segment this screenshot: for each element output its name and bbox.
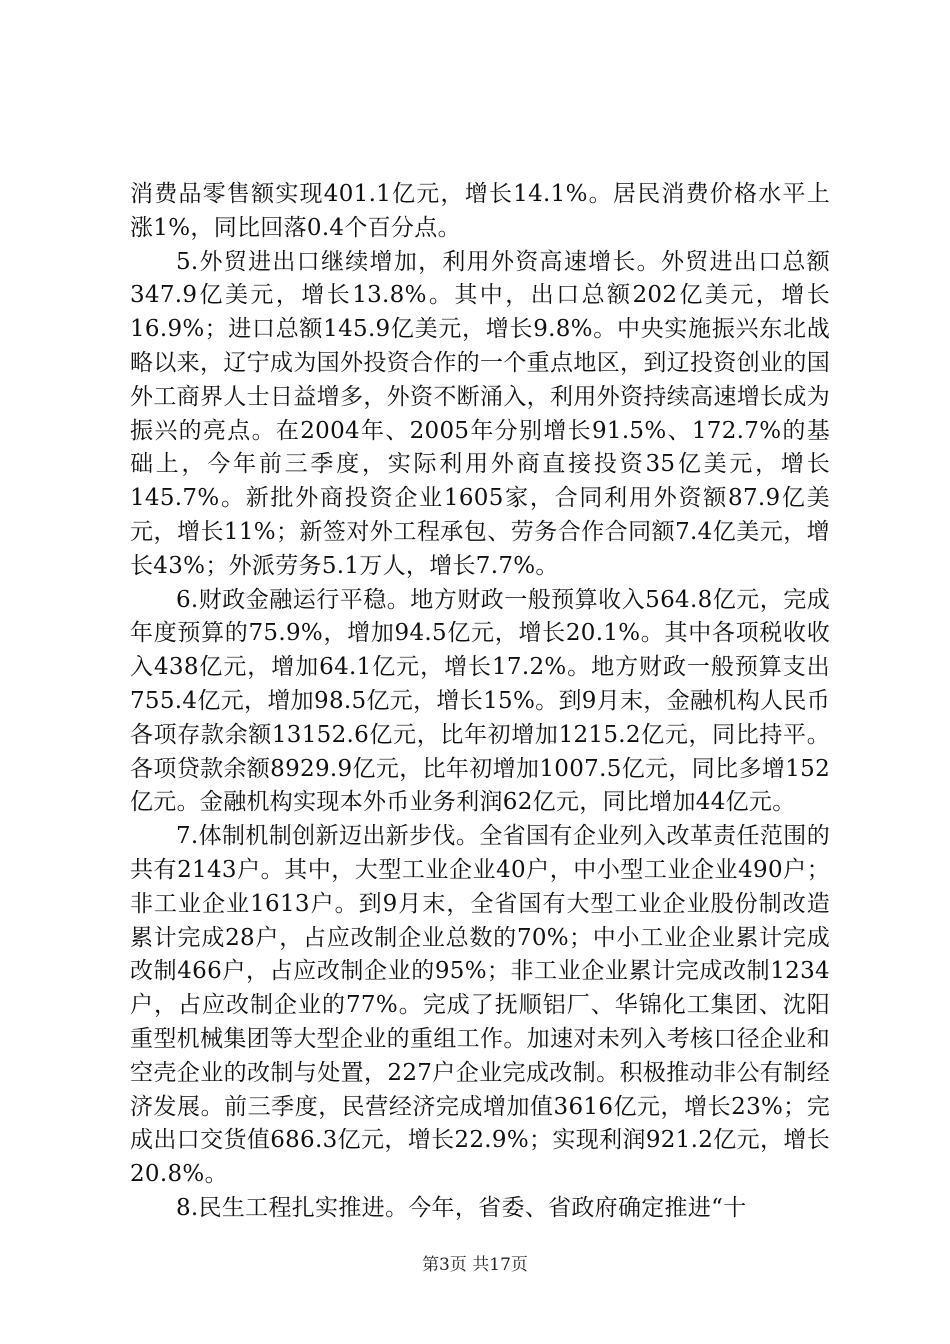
paragraph-livelihood: 8.民生工程扎实推进。今年，省委、省政府确定推进“十 bbox=[176, 1194, 747, 1221]
paragraph-retail-sales: 消费品零售额实现401.1亿元，增长14.1%。居民消费价格水平上涨1%，同比回落0.4个百分点。 bbox=[130, 181, 830, 241]
document-body bbox=[130, 178, 830, 1226]
paragraph-reform: 7.体制机制创新迈出新步伐。全省国有企业列入改革责任范围的共有2143户。其中，大型工业企业40户，中小型工业企业490户；非工业企业1613户。到9月末，全省国有大型工业企业股份制改造累计完成28户，占应改制企业总数的70%；中小工业企业累计完成改制466户，占应改制企业的95%；非工业企业累计完成改制1234户，占应改制企业的77%。完成了抚顺铝厂、华锦化工集团、沈阳重型机械集团等大型企业的重组工作。加速对未列入考核口径企业和空壳企业的改制与处置，227户企业完成改制。积极推动非公有制经济发展。前三季度，民营经济完成增加值3616亿元，增长23%；完成出口交货值686.3亿元，增长22.9%；实现利润921.2亿元，增长20.8%。 bbox=[130, 823, 830, 1188]
paragraph-foreign-trade: 5.外贸进出口继续增加，利用外资高速增长。外贸进出口总额347.9亿美元，增长13.8%。其中，出口总额202亿美元，增长16.9%；进口总额145.9亿美元，增长9.8%。中央实施振兴东北战略以来，辽宁成为国外投资合作的一个重点地区，到辽投资创业的国外工商界人士日益增多，外资不断涌入，利用外资持续高速增长成为振兴的亮点。在2004年、2005年分别增长91.5%、172.7%的基础上，今年前三季度，实际利用外商直接投资35亿美元，增长145.7%。新批外商投资企业1605家，合同利用外资额87.9亿美元，增长11%；新签对外工程承包、劳务合作合同额7.4亿美元，增长43%；外派劳务5.1万人，增长7.7%。 bbox=[130, 248, 830, 579]
paragraph-finance: 6.财政金融运行平稳。地方财政一般预算收入564.8亿元，完成年度预算的75.9%，增加94.5亿元，增长20.1%。其中各项税收收入438亿元，增加64.1亿元，增长17.2%。地方财政一般预算支出755.4亿元，增加98.5亿元，增长15%。到9月末，金融机构人民币各项存款余额13152.6亿元，比年初增加1215.2亿元，同比持平。各项贷款余额8929.9亿元，比年初增加1007.5亿元，同比多增152亿元。金融机构实现本外币业务利润62亿元，同比增加44亿元。 bbox=[130, 586, 830, 816]
page-footer: 第3页 共17页 bbox=[422, 1255, 528, 1275]
